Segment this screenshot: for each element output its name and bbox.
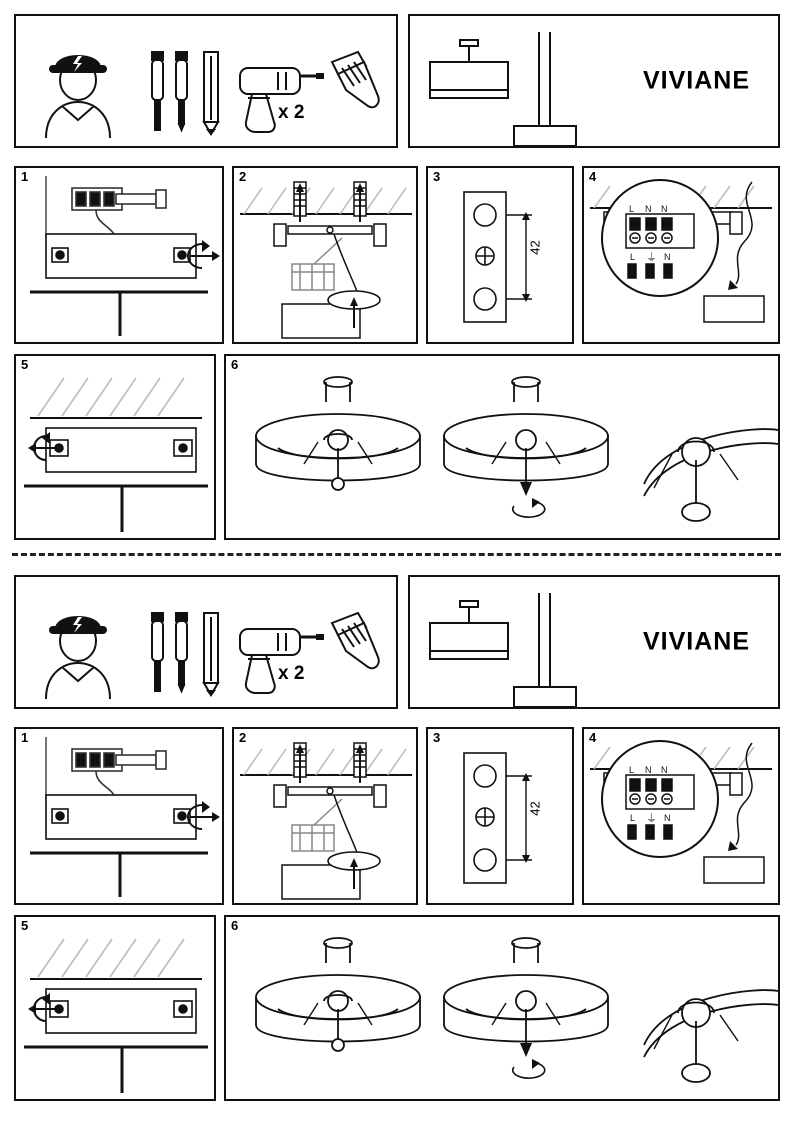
wall-plug-and-screw-icon <box>332 613 379 668</box>
step-panel-3 <box>426 166 574 344</box>
screwdrivers-icon <box>152 52 187 130</box>
step-number: 3 <box>433 169 441 184</box>
sheet-divider <box>12 553 781 556</box>
terminal-bottom-label-L: L <box>630 813 636 823</box>
step-panel-6 <box>224 915 780 1101</box>
brand-panel <box>408 14 780 148</box>
step-panel-5 <box>14 354 216 540</box>
step-number: 2 <box>239 730 247 745</box>
step-panel-2 <box>232 727 418 905</box>
terminal-top-label-N2: N <box>661 204 668 214</box>
dimension-label-42: 42 <box>527 801 543 816</box>
dimension-label-42: 42 <box>527 240 543 255</box>
electrician-with-helmet-icon <box>46 56 110 138</box>
pencil-icon <box>204 613 218 695</box>
step-panel-4 <box>582 727 780 905</box>
terminal-top-label-L: L <box>629 204 635 214</box>
step-number: 4 <box>589 169 597 184</box>
step-panel-4 <box>582 166 780 344</box>
plug-quantity-label: x 2 <box>278 663 305 684</box>
terminal-bottom-label-L: L <box>630 252 636 262</box>
step-panel-5 <box>14 915 216 1101</box>
step-panel-6 <box>224 354 780 540</box>
pencil-icon <box>204 52 218 134</box>
step-number: 1 <box>21 730 29 745</box>
step-panel-1 <box>14 166 224 344</box>
earth-ground-icon: ⏚ <box>646 252 657 264</box>
electrician-with-helmet-icon <box>46 617 110 699</box>
terminal-top-label-N1: N <box>645 204 652 214</box>
step-number: 2 <box>239 169 247 184</box>
step-number: 6 <box>231 918 239 933</box>
plug-quantity-label: x 2 <box>278 102 305 123</box>
step-number: 1 <box>21 169 29 184</box>
pendant-lamp-icon <box>410 16 610 146</box>
step-number: 5 <box>21 918 29 933</box>
brand-panel <box>408 575 780 709</box>
step-panel-1 <box>14 727 224 905</box>
tools-panel <box>14 14 398 148</box>
earth-ground-icon: ⏚ <box>646 813 657 825</box>
pendant-lamp-icon <box>410 577 610 707</box>
wall-plug-and-screw-icon <box>332 52 379 107</box>
step-panel-2 <box>232 166 418 344</box>
brand-name: VIVIANE <box>642 627 750 656</box>
tools-panel <box>14 575 398 709</box>
terminal-bottom-label-N: N <box>664 252 671 262</box>
terminal-top-label-N1: N <box>645 765 652 775</box>
terminal-bottom-label-N: N <box>664 813 671 823</box>
screwdrivers-icon <box>152 613 187 691</box>
step-number: 6 <box>231 357 239 372</box>
terminal-top-label-N2: N <box>661 765 668 775</box>
step-panel-3 <box>426 727 574 905</box>
step-number: 5 <box>21 357 29 372</box>
terminal-top-label-L: L <box>629 765 635 775</box>
brand-name: VIVIANE <box>642 66 750 95</box>
step-number: 4 <box>589 730 597 745</box>
step-number: 3 <box>433 730 441 745</box>
